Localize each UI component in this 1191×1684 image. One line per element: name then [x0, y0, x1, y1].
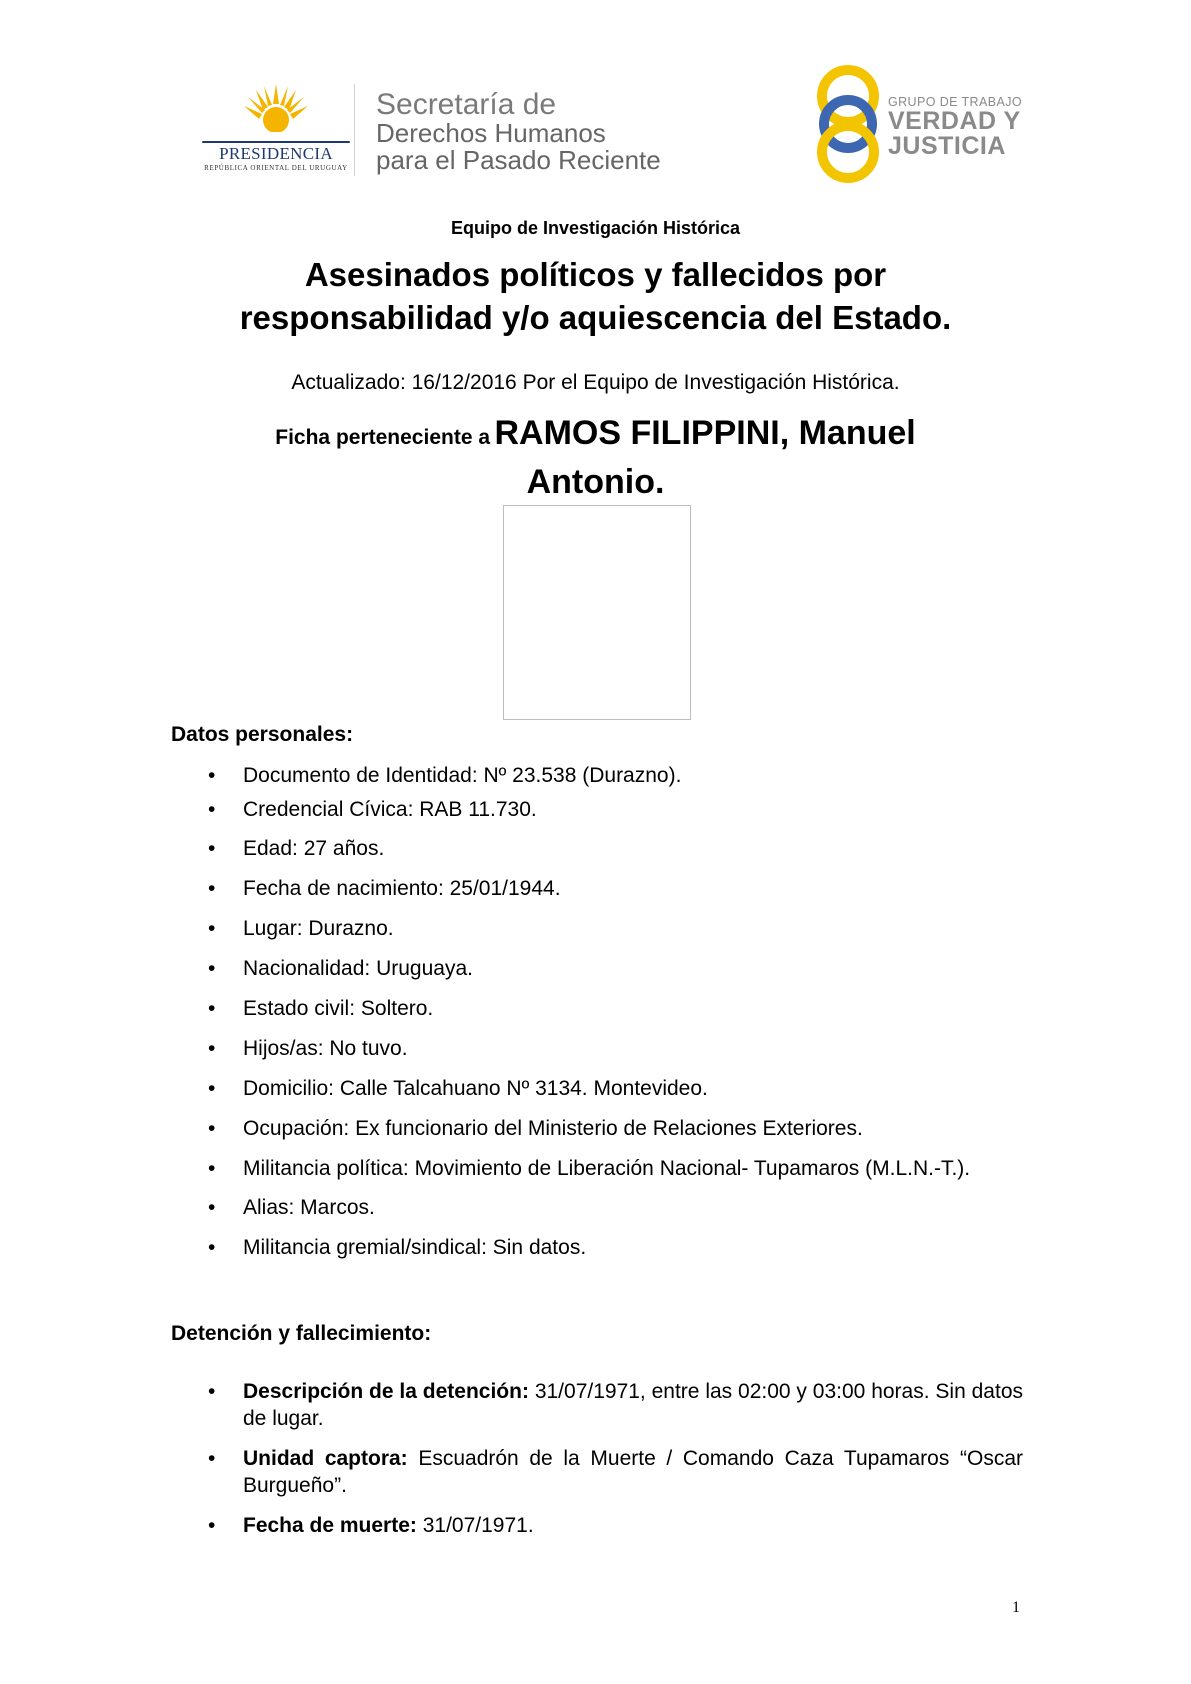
list-item-text: 31/07/1971, entre las 02:00 y 03:00 horas. Sin datos de lugar. — [243, 1380, 1023, 1430]
ficha-prefix: Ficha perteneciente a — [275, 426, 491, 449]
list-item — [171, 915, 1023, 942]
list-item-text: Domicilio: Calle Talcahuano Nº 3134. Montevideo. — [243, 1077, 708, 1100]
presidencia-name: PRESIDENCIA — [219, 144, 333, 163]
bullet-icon: • — [208, 917, 216, 940]
secretaria-logo — [376, 90, 661, 174]
updated-line: Actualizado: 16/12/2016 Por el Equipo de Investigación Histórica. — [291, 371, 900, 394]
detention-list — [171, 1378, 1023, 1539]
presidencia-logo — [198, 84, 354, 174]
bullet-icon: • — [208, 1037, 216, 1060]
list-item — [171, 995, 1023, 1022]
list-item-label: Fecha de muerte: — [243, 1514, 417, 1537]
photo-frame — [503, 505, 691, 720]
chain-rings-icon — [812, 62, 884, 186]
logo-separator — [354, 84, 355, 176]
secretaria-line1: Secretaría de — [376, 88, 557, 121]
ficha-name-line1: RAMOS FILIPPINI, Manuel — [494, 414, 916, 452]
list-item-text: Militancia gremial/sindical: Sin datos. — [243, 1236, 587, 1259]
list-item — [171, 955, 1023, 982]
list-item — [171, 1445, 1023, 1499]
list-item-label: Descripción de la detención: — [243, 1380, 529, 1403]
list-item — [171, 1234, 1023, 1261]
list-item — [171, 835, 1023, 862]
list-item — [171, 1115, 1023, 1142]
list-item — [171, 1035, 1023, 1062]
list-item — [171, 875, 1023, 902]
personal-heading: Datos personales: — [171, 723, 354, 746]
bullet-icon: • — [208, 877, 216, 900]
list-item-text: Lugar: Durazno. — [243, 917, 394, 940]
title-line2: responsabilidad y/o aquiescencia del Estado. — [239, 299, 952, 336]
list-item-text: Hijos/as: No tuvo. — [243, 1037, 408, 1060]
list-item-text: Alias: Marcos. — [243, 1196, 375, 1219]
ficha-name-line2: Antonio. — [526, 463, 665, 501]
ficha-heading — [230, 412, 961, 510]
bullet-icon: • — [208, 837, 216, 860]
list-item — [171, 1194, 1023, 1221]
grupo-line3: JUSTICIA — [888, 132, 1006, 160]
bullet-icon: • — [208, 764, 216, 787]
personal-list — [171, 762, 1023, 1261]
bullet-icon: • — [208, 798, 216, 821]
bullet-icon: • — [208, 1447, 216, 1470]
secretaria-line2: Derechos Humanos — [376, 118, 606, 148]
detention-heading: Detención y fallecimiento: — [171, 1322, 432, 1345]
bullet-icon: • — [208, 997, 216, 1020]
bullet-icon: • — [208, 1514, 216, 1537]
presidencia-underline — [202, 141, 350, 143]
bullet-icon: • — [208, 1380, 216, 1403]
list-item-label: Unidad captora: — [243, 1447, 408, 1470]
grupo-line2: VERDAD Y — [888, 107, 1021, 135]
list-item — [171, 1512, 1023, 1539]
list-item — [171, 1155, 1023, 1182]
grupo-trabajo-logo-text — [888, 95, 1022, 159]
team-heading: Equipo de Investigación Histórica — [450, 218, 741, 238]
list-item-text: Estado civil: Soltero. — [243, 997, 434, 1020]
bullet-icon: • — [208, 1117, 216, 1140]
bullet-icon: • — [208, 1236, 216, 1259]
bullet-icon: • — [208, 1196, 216, 1219]
bullet-icon: • — [208, 957, 216, 980]
list-item — [171, 796, 1023, 823]
bullet-icon: • — [208, 1157, 216, 1180]
bullet-icon: • — [208, 1077, 216, 1100]
page-title — [100, 253, 1091, 339]
list-item — [171, 1378, 1023, 1432]
grupo-line1: GRUPO DE TRABAJO — [888, 95, 1022, 109]
list-item-text: Edad: 27 años. — [243, 837, 385, 860]
list-item — [171, 762, 1023, 789]
sun-icon — [242, 84, 310, 144]
list-item-text: Credencial Cívica: RAB 11.730. — [243, 798, 537, 821]
list-item — [171, 1075, 1023, 1102]
page-number: 1 — [1012, 1599, 1020, 1616]
list-item-text: Fecha de nacimiento: 25/01/1944. — [243, 877, 561, 900]
list-item-text: Ocupación: Ex funcionario del Ministerio de Relaciones Exteriores. — [243, 1117, 863, 1140]
list-item-text: Militancia política: Movimiento de Liberación Nacional- Tupamaros (M.L.N.-T.). — [243, 1157, 971, 1180]
title-line1: Asesinados políticos y fallecidos por — [304, 256, 887, 293]
secretaria-line3: para el Pasado Reciente — [376, 145, 661, 175]
list-item-text: Escuadrón de la Muerte / Comando Caza Tupamaros “Oscar Burgueño”. — [243, 1447, 1023, 1497]
presidencia-subtitle: REPÚBLICA ORIENTAL DEL URUGUAY — [204, 164, 348, 172]
list-item-text: 31/07/1971. — [416, 1514, 534, 1537]
list-item-text: Documento de Identidad: Nº 23.538 (Durazno). — [243, 764, 682, 787]
list-item-text: Nacionalidad: Uruguaya. — [243, 957, 473, 980]
